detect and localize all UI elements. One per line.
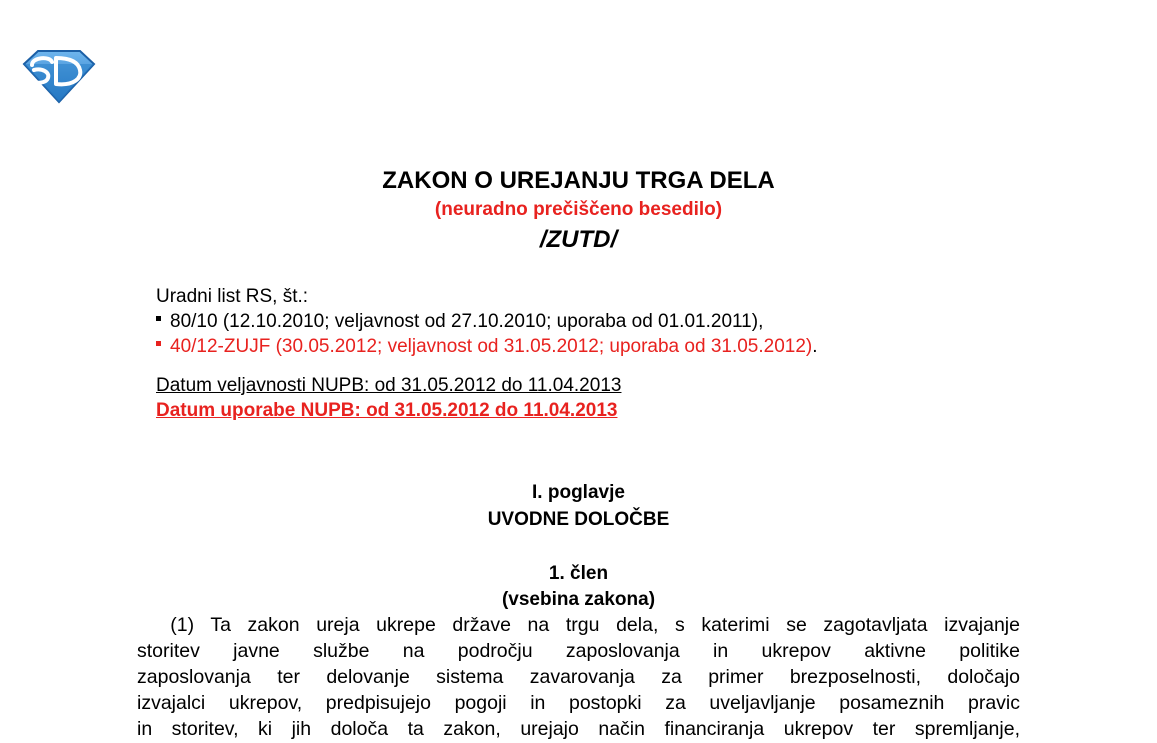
article-title: (vsebina zakona) xyxy=(501,589,656,610)
law-title: ZAKON O UREJANJU TRGA DELA xyxy=(382,167,775,194)
use-date: Datum uporabe NUPB: od 31.05.2012 do 11.04.2013 xyxy=(156,400,618,421)
validity-date: Datum veljavnosti NUPB: od 31.05.2012 do 11.04.2013 xyxy=(156,375,622,396)
paragraph-line: (1) Ta zakon ureja ukrepe države na trgu dela, s katerimi se zagotavljata izvajanje xyxy=(137,614,1020,636)
bullet-icon xyxy=(156,316,161,321)
gazette-item-text: 80/10 (12.10.2010; veljavnost od 27.10.2010; uporaba od 01.01.2011), xyxy=(170,311,764,332)
gazette-heading: Uradni list RS, št.: xyxy=(156,286,309,307)
paragraph-line: in storitev, ki jih določa ta zakon, urejajo način financiranja ukrepov ter spremljanje, xyxy=(137,718,1020,740)
article-paragraph xyxy=(137,612,1020,742)
official-gazette-block xyxy=(156,284,818,359)
article-number: 1. člen xyxy=(548,563,609,584)
unofficial-text-subtitle: (neuradno prečiščeno besedilo) xyxy=(434,199,723,220)
diamond-shield-logo-icon xyxy=(22,48,96,104)
gazette-item xyxy=(156,309,818,334)
chapter-number: I. poglavje xyxy=(532,482,625,503)
gazette-item-amendment xyxy=(156,334,818,359)
paragraph-line: storitev javne službe na področju zaposlovanja in ukrepov aktivne politike xyxy=(137,640,1020,662)
bullet-icon xyxy=(156,341,161,346)
gazette-item-text: 40/12-ZUJF (30.05.2012; veljavnost od 31.05.2012; uporaba od 31.05.2012) xyxy=(170,336,813,357)
law-abbreviation: /ZUTD/ xyxy=(539,226,618,253)
validity-block xyxy=(156,373,621,423)
paragraph-line: zaposlovanja ter delovanje sistema zavarovanja za primer brezposelnosti, določajo xyxy=(137,666,1020,688)
gazette-item-tail: . xyxy=(812,336,818,357)
chapter-title: UVODNE DOLOČBE xyxy=(487,509,670,530)
paragraph-line: izvajalci ukrepov, predpisujejo pogoji in postopki za uveljavljanje posameznih pravic xyxy=(137,692,1020,714)
article-heading xyxy=(0,561,1157,613)
chapter-heading xyxy=(0,479,1157,533)
